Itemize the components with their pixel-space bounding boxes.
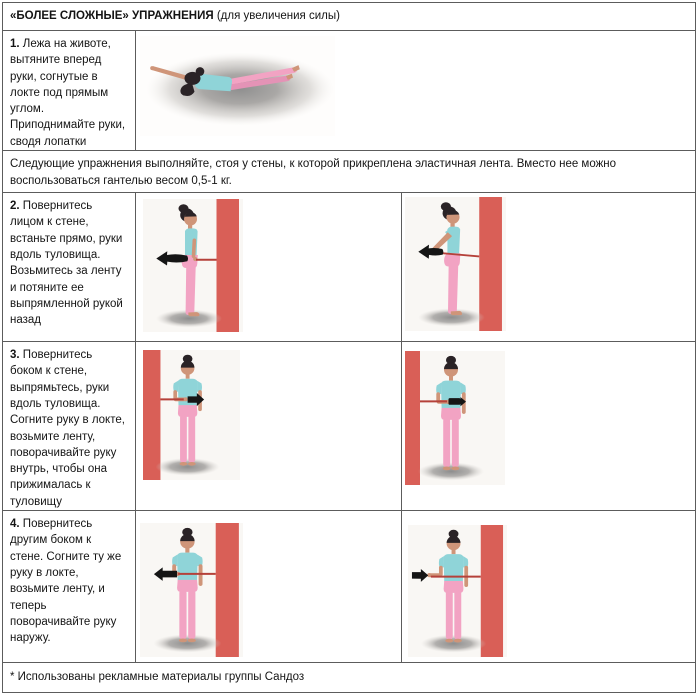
table-title: «БОЛЕЕ СЛОЖНЫЕ» УПРАЖНЕНИЯ	[10, 10, 214, 22]
footnote: * Использованы рекламные материалы группы Сандоз	[3, 663, 696, 693]
exercise-3-text	[3, 342, 136, 511]
exercise-4-image-cell-2	[401, 511, 695, 663]
footnote-row	[3, 663, 696, 693]
exercise-1-text	[3, 31, 136, 151]
exercise-3-description: Повернитесь боком к стене, выпрямьтесь, руки вдоль туловища. Согните руку в локте, возьмите ленту, поворачивайте руку внутрь, чтобы она прижималась к туловищу	[10, 349, 125, 508]
exercise-row-1	[3, 31, 696, 151]
exercise-row-2	[3, 193, 696, 342]
exercise-2-image-cell-2	[401, 193, 695, 342]
table-title-subtitle: (для увеличения силы)	[216, 10, 340, 22]
exercise-1-description: Лежа на животе, вытяните вперед руки, согнутые в локте под прямым углом. Приподнимайте руки, сводя лопатки	[10, 38, 126, 148]
illustration-other-side-rotated-out	[408, 525, 695, 662]
exercise-3-image-cell-1	[136, 342, 401, 511]
exercise-3-image-cell-2	[401, 342, 695, 511]
exercise-4-number: 4.	[10, 518, 20, 531]
exercise-row-3	[3, 342, 696, 511]
table-header-row	[3, 3, 696, 31]
exercise-2-description: Повернитесь лицом к стене, встаньте прямо, руки вдоль туловища. Возьмитесь за ленту и потяните ее выпрямленной рукой назад	[10, 200, 123, 327]
illustration-other-side-pull-outward	[140, 523, 400, 662]
note-row	[3, 151, 696, 193]
exercise-4-description: Повернитесь другим боком к стене. Согните ту же руку в локте, возьмите ленту, и теперь поворачивайте руку наружу.	[10, 518, 122, 645]
exercise-4-text	[3, 511, 136, 663]
illustration-side-to-wall-pressed	[405, 351, 695, 490]
illustration-side-to-wall-pull-inward	[143, 350, 400, 485]
exercise-4-image-cell-1	[136, 511, 401, 663]
table-title-cell	[3, 3, 696, 31]
exercise-1-number: 1.	[10, 38, 20, 50]
illustration-facing-wall-start	[143, 199, 400, 337]
exercise-table	[2, 2, 696, 693]
note-text: Следующие упражнения выполняйте, стоя у стены, к которой прикреплена эластичная лента. Вместо нее можно воспользоваться гантелью весом 0,5-1 кг.	[3, 151, 696, 193]
exercise-3-number: 3.	[10, 349, 20, 362]
exercise-2-number: 2.	[10, 200, 20, 213]
exercise-1-image-cell	[136, 31, 696, 151]
exercise-2-image-cell-1	[136, 193, 401, 342]
exercise-2-text	[3, 193, 136, 342]
illustration-lying-prone	[140, 36, 695, 141]
illustration-facing-wall-pulled-back	[405, 197, 695, 336]
exercise-row-4	[3, 511, 696, 663]
